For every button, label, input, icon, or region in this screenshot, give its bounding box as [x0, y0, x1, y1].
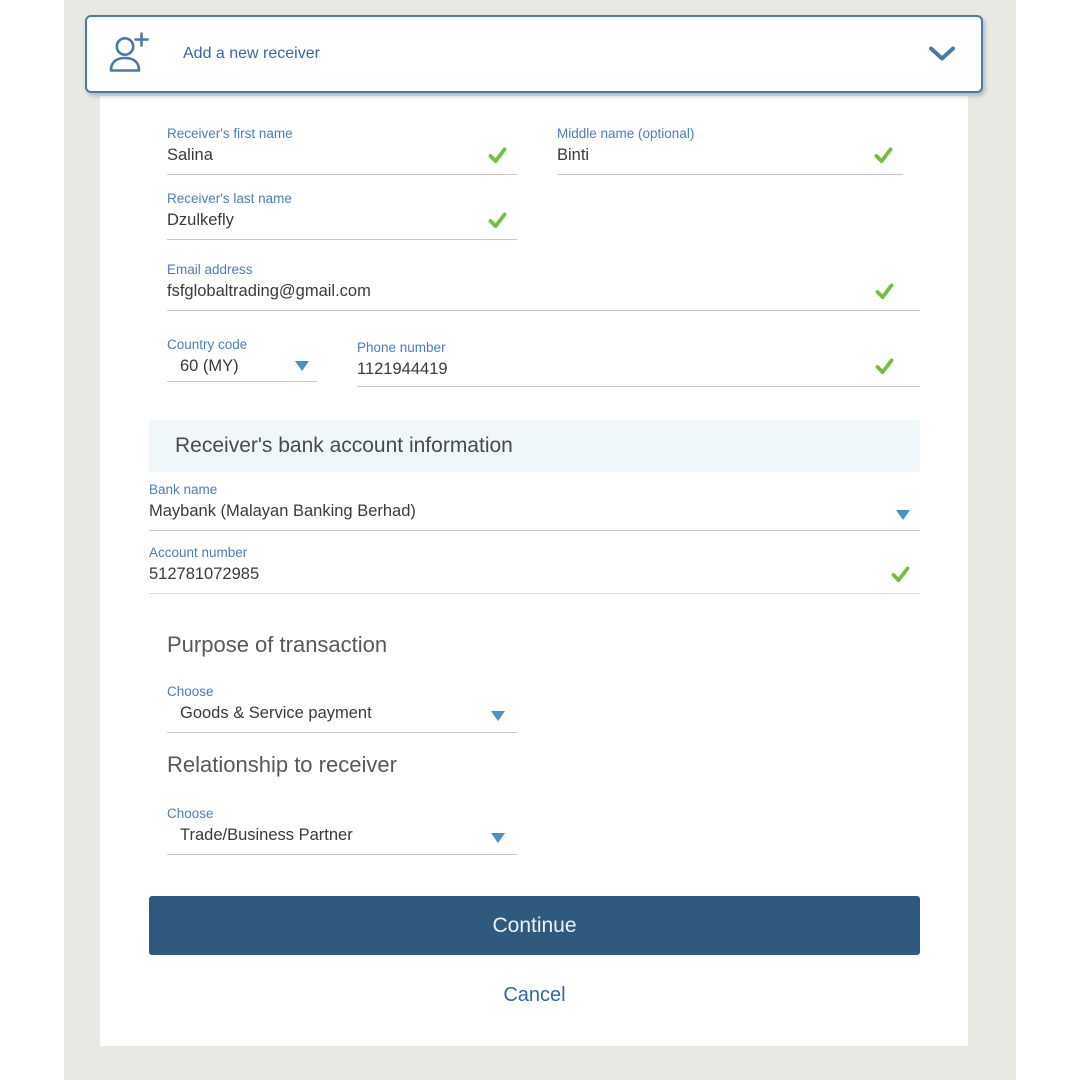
relationship-label: Choose	[167, 806, 214, 821]
dropdown-arrow-icon[interactable]	[491, 833, 505, 843]
first-name-label: Receiver's first name	[167, 126, 293, 141]
form-panel	[100, 96, 968, 1046]
header-title: Add a new receiver	[183, 45, 320, 62]
account-number-label: Account number	[149, 545, 248, 560]
add-user-icon	[105, 31, 151, 77]
valid-check-icon	[488, 147, 507, 163]
account-number-field[interactable]	[149, 545, 920, 594]
country-code-label: Country code	[167, 337, 248, 352]
valid-check-icon	[488, 212, 507, 228]
country-code-select[interactable]	[167, 337, 317, 382]
bank-name-value[interactable]: Maybank (Malayan Banking Berhad)	[149, 502, 416, 520]
cancel-link[interactable]: Cancel	[503, 984, 566, 1006]
continue-button[interactable]: Continue	[149, 896, 920, 955]
valid-check-icon	[875, 358, 894, 374]
relationship-section-title: Relationship to receiver	[167, 752, 397, 777]
valid-check-icon	[891, 566, 910, 582]
bank-section-title: Receiver's bank account information	[175, 434, 513, 457]
purpose-label: Choose	[167, 684, 214, 699]
last-name-field[interactable]	[167, 191, 517, 240]
bank-section-header	[149, 420, 920, 472]
last-name-value[interactable]: Dzulkefly	[167, 211, 234, 229]
middle-name-field[interactable]	[557, 126, 903, 175]
email-value[interactable]: fsfglobaltrading@gmail.com	[167, 282, 371, 300]
purpose-select[interactable]	[167, 684, 517, 733]
account-number-value[interactable]: 512781072985	[149, 565, 260, 583]
first-name-field[interactable]	[167, 126, 517, 175]
relationship-value[interactable]: Trade/Business Partner	[180, 826, 353, 844]
email-field[interactable]	[167, 262, 920, 311]
phone-number-field[interactable]	[357, 340, 920, 387]
last-name-label: Receiver's last name	[167, 191, 292, 206]
middle-name-label: Middle name (optional)	[557, 126, 695, 141]
first-name-value[interactable]: Salina	[167, 146, 213, 164]
dropdown-arrow-icon[interactable]	[491, 711, 505, 721]
dropdown-arrow-icon[interactable]	[896, 510, 910, 520]
phone-number-label: Phone number	[357, 340, 446, 355]
phone-number-value[interactable]: 1121944419	[357, 360, 448, 378]
dropdown-arrow-icon[interactable]	[295, 361, 309, 371]
valid-check-icon	[875, 283, 894, 299]
purpose-section-title: Purpose of transaction	[167, 632, 388, 657]
country-code-value[interactable]: 60 (MY)	[180, 357, 239, 375]
chevron-down-icon[interactable]	[929, 46, 955, 62]
valid-check-icon	[874, 147, 893, 163]
relationship-select[interactable]	[167, 806, 517, 855]
bank-name-select[interactable]	[149, 482, 920, 531]
email-label: Email address	[167, 262, 253, 277]
middle-name-value[interactable]: Binti	[557, 146, 590, 164]
bank-name-label: Bank name	[149, 482, 218, 497]
add-receiver-header[interactable]	[85, 15, 983, 93]
purpose-value[interactable]: Goods & Service payment	[180, 704, 372, 722]
